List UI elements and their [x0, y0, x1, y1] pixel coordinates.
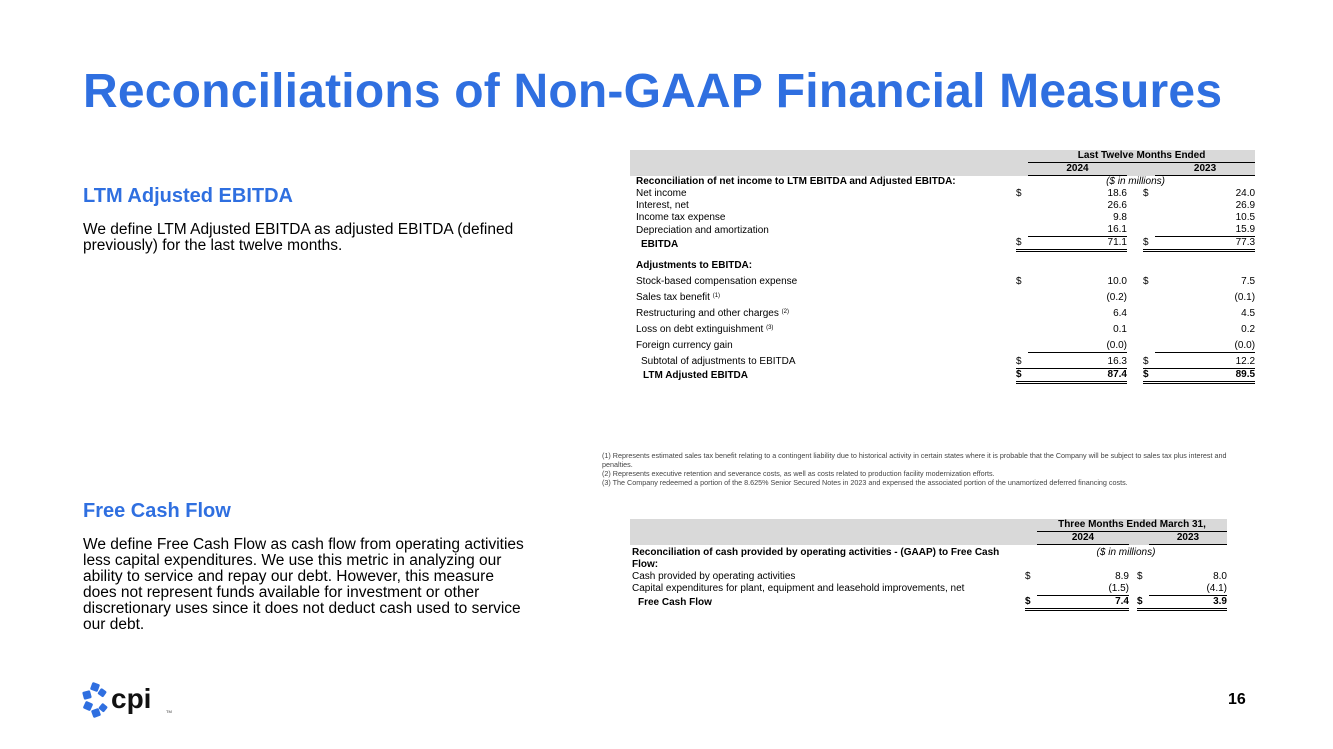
footnote-3: (3) The Company redeemed a portion of the 8.625% Senior Secured Notes in 2023 and expensed the associated portion of the unamortized deferred financing costs.	[602, 478, 1128, 487]
currency-sign: $	[1025, 595, 1037, 609]
ltm-ebitda-table	[630, 150, 1255, 384]
cpi-logo	[82, 680, 182, 720]
value-2023: 3.9	[1149, 595, 1227, 609]
value-2024: (1.5)	[1037, 583, 1129, 596]
table-row	[630, 336, 1255, 352]
table-row	[630, 368, 1255, 382]
page-title: Reconciliations of Non-GAAP Financial Measures	[83, 65, 1223, 118]
row-label: Income tax expense	[636, 212, 726, 223]
table1-col-2023: 2023	[1155, 163, 1255, 176]
row-label: Free Cash Flow	[638, 597, 712, 608]
row-label: Foreign currency gain	[636, 340, 733, 351]
currency-sign: $	[1137, 595, 1149, 609]
table-row	[630, 200, 1255, 212]
table2-col-2024: 2024	[1037, 532, 1129, 545]
table2-period-header: Three Months Ended March 31,	[1037, 519, 1227, 532]
table2-section-title: Reconciliation of cash provided by operating activities - (GAAP) to Free Cash Flow:	[632, 546, 1000, 570]
value-2024: 87.4	[1028, 368, 1127, 382]
table2-col-2023: 2023	[1149, 532, 1227, 545]
table-row	[630, 304, 1255, 320]
value-2023: (4.1)	[1149, 583, 1227, 596]
row-label: Loss on debt extinguishment	[636, 324, 764, 335]
value-2024: 26.6	[1107, 200, 1127, 211]
value-2024: 9.8	[1113, 212, 1127, 223]
table2-units: ($ in millions)	[1096, 547, 1156, 558]
row-label: Cash provided by operating activities	[632, 570, 796, 582]
row-label: Interest, net	[636, 200, 689, 211]
value-2023: 8.0	[1213, 570, 1227, 582]
table-row	[630, 571, 1227, 583]
footnote-ref: (1)	[712, 293, 721, 299]
table-row	[630, 224, 1255, 237]
table-row	[630, 272, 1255, 288]
currency-sign: $	[1143, 352, 1155, 368]
value-2024: 16.3	[1028, 352, 1127, 368]
logo-mark-icon	[82, 682, 108, 718]
table1-units: ($ in millions)	[1106, 176, 1165, 187]
footnote-ref: (2)	[781, 309, 789, 315]
table-row	[630, 237, 1255, 251]
value-2023: 89.5	[1155, 368, 1255, 382]
value-2024: 8.9	[1115, 570, 1129, 582]
table-row	[630, 583, 1227, 596]
logo-trademark: TM	[166, 709, 172, 714]
row-label: Restructuring and other charges	[636, 308, 779, 319]
value-2023: (0.0)	[1155, 336, 1255, 352]
row-label: LTM Adjusted EBITDA	[643, 370, 748, 381]
table1-period-header: Last Twelve Months Ended	[1028, 150, 1255, 163]
footnote-2: (2) Represents executive retention and severance costs, as well as costs related to production facility modernization efforts.	[602, 469, 995, 478]
free-cash-flow-table	[630, 519, 1227, 611]
ltm-heading: LTM Adjusted EBITDA	[83, 185, 293, 207]
page-number: 16	[1228, 691, 1246, 708]
row-label: Sales tax benefit	[636, 292, 710, 303]
table-row	[630, 188, 1255, 200]
table-row	[630, 320, 1255, 336]
value-2023: 77.3	[1155, 237, 1255, 251]
value-2023: 24.0	[1235, 188, 1256, 199]
row-label: Net income	[636, 188, 687, 199]
fcf-heading: Free Cash Flow	[83, 500, 231, 522]
value-2024: (0.2)	[1106, 292, 1127, 303]
value-2023: (0.1)	[1234, 292, 1256, 303]
value-2024: (0.0)	[1028, 336, 1127, 352]
value-2024: 7.4	[1037, 595, 1129, 609]
currency-sign: $	[1016, 368, 1028, 382]
row-label: EBITDA	[641, 238, 679, 250]
ltm-description: We define LTM Adjusted EBITDA as adjusted EBITDA (defined previously) for the last twelve months.	[83, 221, 514, 254]
table1-adj-title: Adjustments to EBITDA:	[636, 260, 753, 271]
logo-text: cpi	[111, 683, 152, 714]
currency-sign: $	[1137, 570, 1143, 582]
currency-sign: $	[1025, 570, 1031, 582]
value-2024: 71.1	[1028, 237, 1127, 251]
table1-section-title: Reconciliation of net income to LTM EBITDA and Adjusted EBITDA:	[636, 176, 956, 187]
table-row	[630, 595, 1227, 609]
currency-sign: $	[1143, 237, 1155, 251]
table-row	[630, 288, 1255, 304]
value-2024: 0.1	[1113, 324, 1127, 335]
value-2023: 12.2	[1155, 352, 1255, 368]
value-2023: 7.5	[1241, 276, 1256, 287]
value-2023: 0.2	[1241, 324, 1256, 335]
value-2023: 15.9	[1155, 224, 1255, 237]
table-row	[630, 212, 1255, 224]
value-2023: 26.9	[1235, 200, 1256, 211]
row-label: Depreciation and amortization	[636, 224, 769, 236]
row-label: Capital expenditures for plant, equipment and leasehold improvements, net	[632, 583, 965, 594]
currency-sign: $	[1016, 352, 1028, 368]
fcf-description: We define Free Cash Flow as cash flow from operating activities less capital expenditures. We use this metric in analyzing our ability to service and repay our debt. However, this measure does not represent funds available for investment or other discretionary uses since it does not deduct cash used to service our debt.	[83, 536, 524, 633]
currency-sign: $	[1016, 276, 1022, 287]
value-2023: 4.5	[1241, 308, 1256, 319]
value-2023: 10.5	[1235, 212, 1256, 223]
currency-sign: $	[1016, 188, 1022, 199]
footnote-1: (1) Represents estimated sales tax benefit relating to a contingent liability due to historical activity in certain states where it is probable that the Company will be subject to sales tax plus interest and penalties.	[602, 451, 1227, 469]
currency-sign: $	[1143, 368, 1155, 382]
value-2024: 18.6	[1107, 188, 1127, 199]
footnotes	[602, 451, 1258, 487]
footnote-ref: (3)	[766, 325, 774, 331]
value-2024: 16.1	[1028, 224, 1127, 237]
row-label: Stock-based compensation expense	[636, 276, 798, 287]
currency-sign: $	[1143, 188, 1149, 199]
value-2024: 10.0	[1107, 276, 1127, 287]
table-row	[630, 352, 1255, 368]
currency-sign: $	[1143, 276, 1149, 287]
row-label: Subtotal of adjustments to EBITDA	[641, 356, 796, 367]
value-2024: 6.4	[1113, 308, 1127, 319]
table1-col-2024: 2024	[1028, 163, 1127, 176]
currency-sign: $	[1016, 237, 1028, 251]
